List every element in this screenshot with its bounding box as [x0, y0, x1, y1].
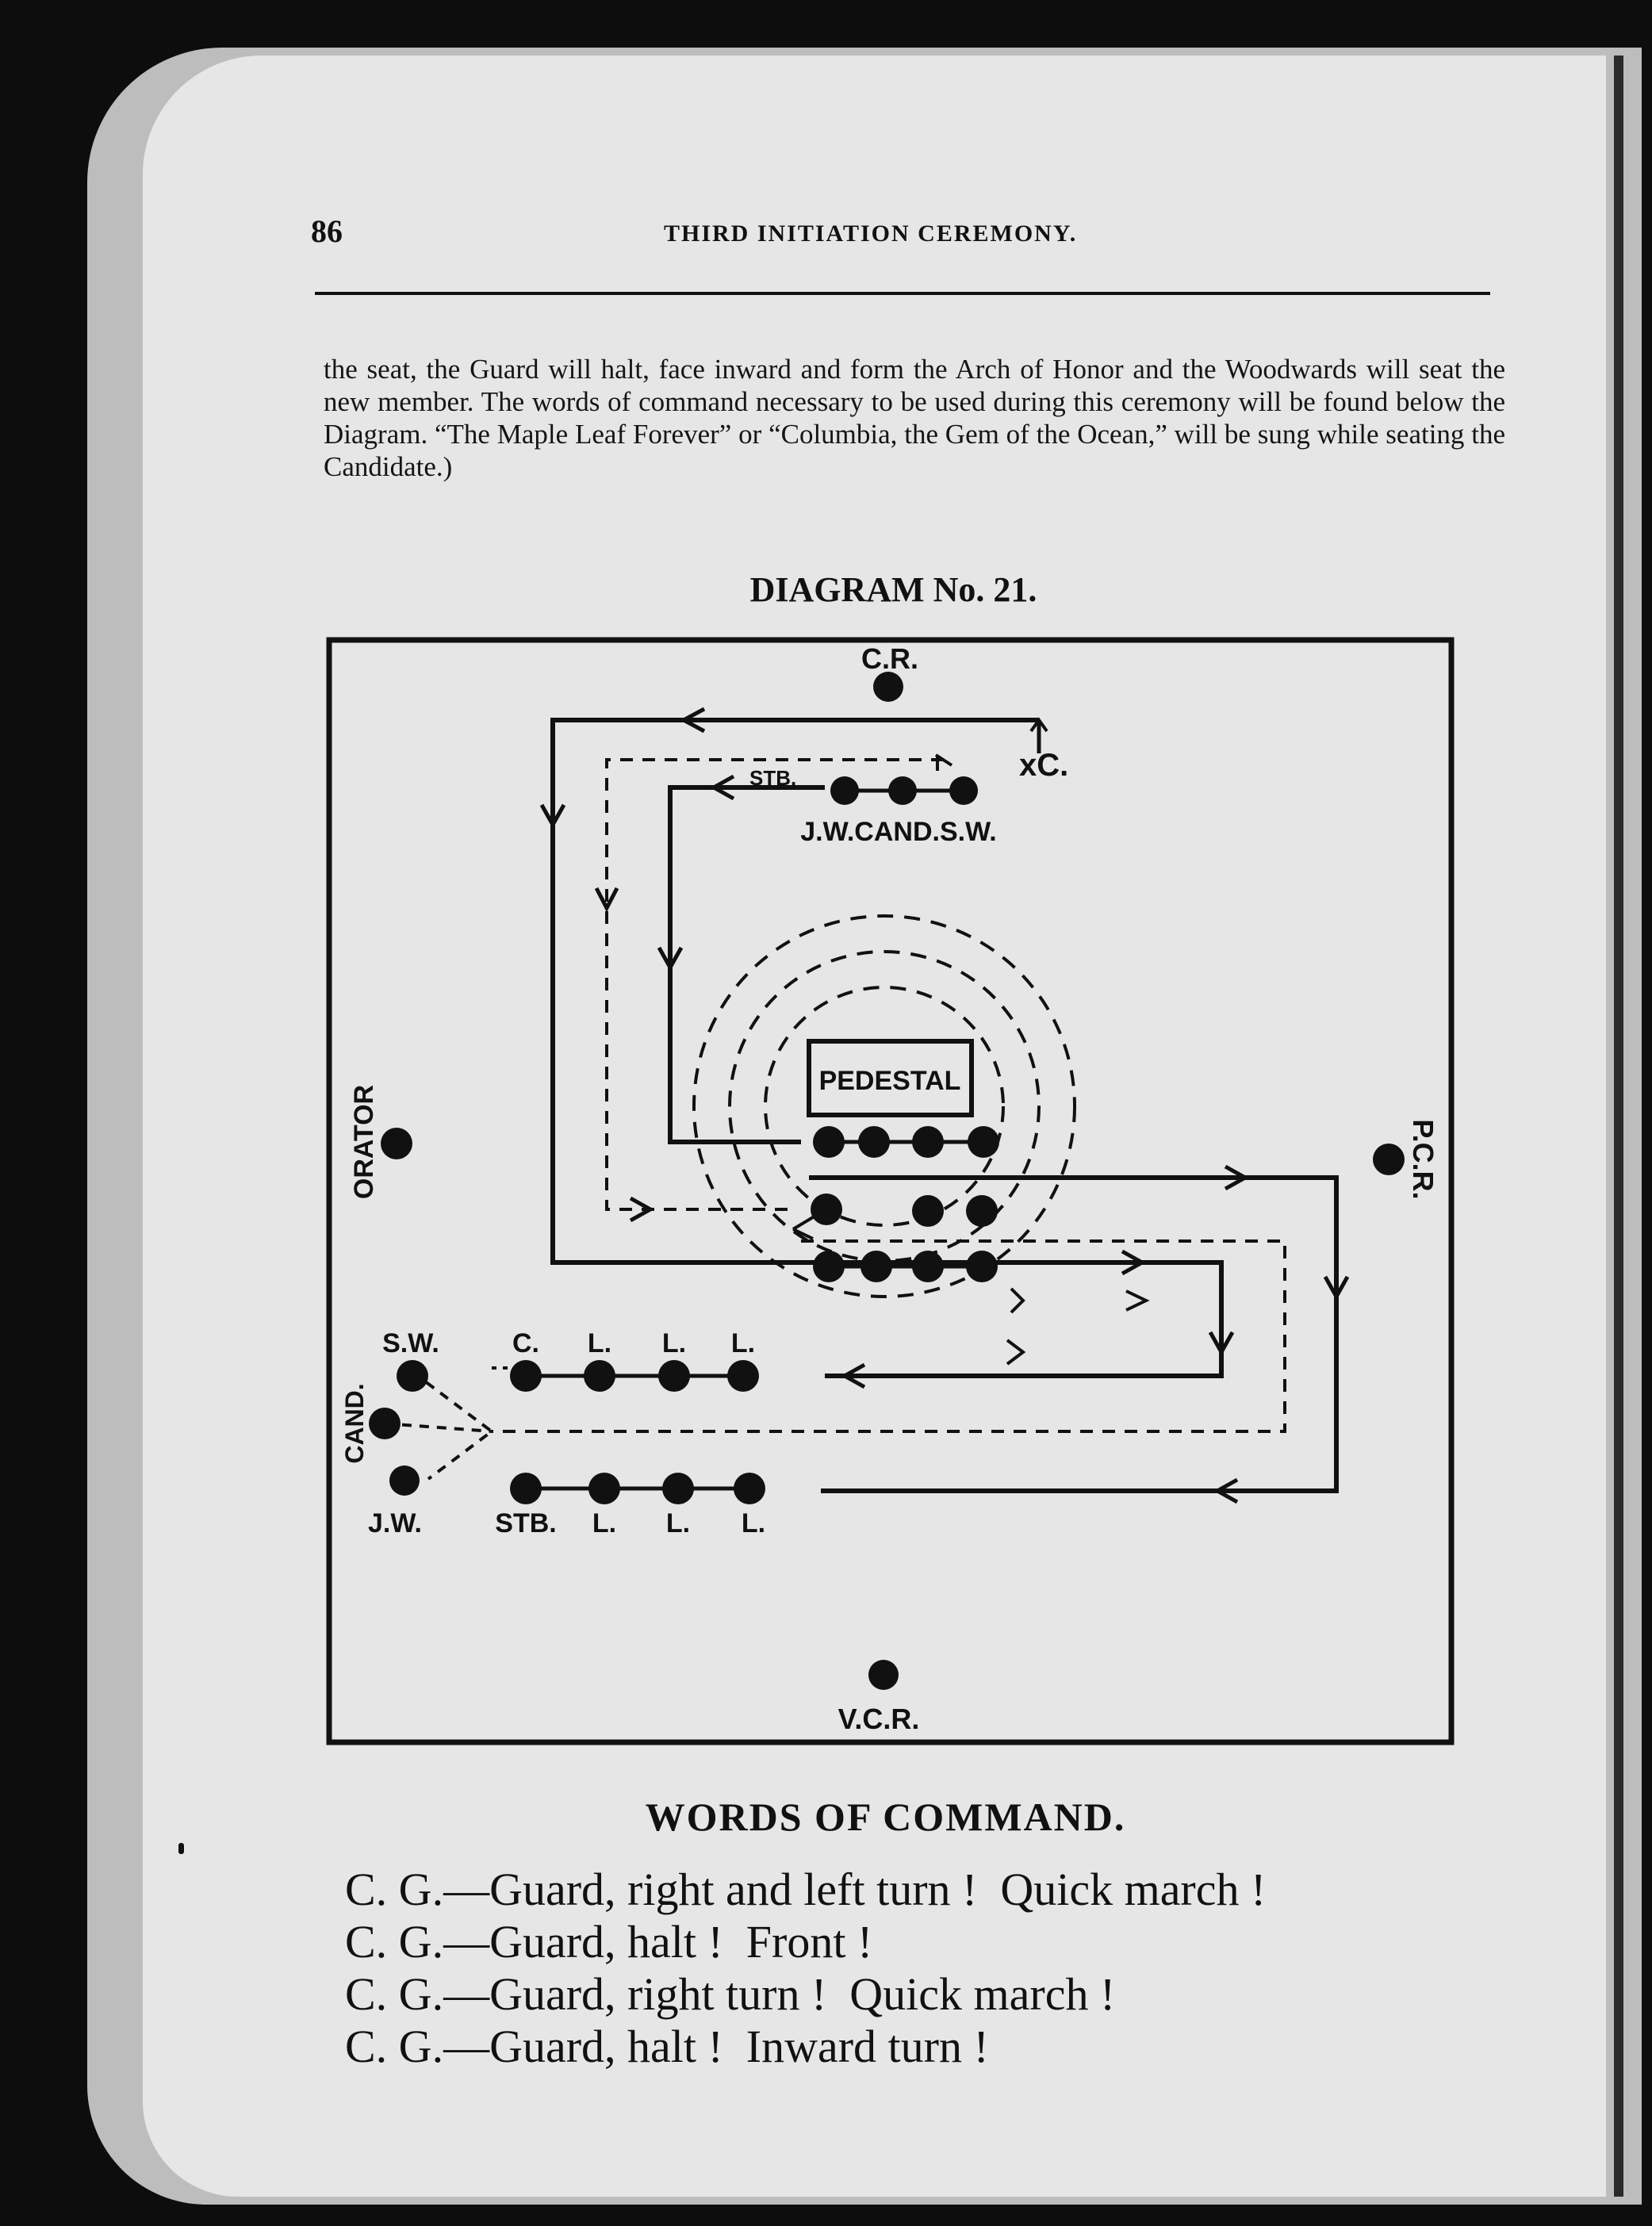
stb-bottom-label: STB. — [495, 1508, 557, 1538]
guard-dot — [813, 1251, 845, 1282]
l-label: L. — [592, 1508, 617, 1538]
vcr-dot — [868, 1660, 899, 1690]
pcr-label: P.C.R. — [1407, 1119, 1439, 1200]
command-list — [345, 1864, 1266, 2073]
stb-dot — [510, 1473, 542, 1504]
stray-mark — [178, 1843, 184, 1854]
guard-dot — [968, 1126, 999, 1158]
body-paragraph: the seat, the Guard will halt, face inward and form the Arch of Honor and the Woodwards will seat the new member. The words of command necessary to be used during this ceremony will be found below the Diagram. “The Maple Leaf Forever” or “Columbia, the Gem of the Ocean,” will be sung while seating the Candidate.) — [324, 354, 1505, 482]
jw-dot — [389, 1465, 420, 1496]
l-dot — [658, 1360, 690, 1392]
guard-dot — [912, 1251, 944, 1282]
l-dot — [584, 1360, 615, 1392]
solid-path-far-right — [809, 1178, 1336, 1491]
guard-dot — [912, 1195, 944, 1227]
vcr-label: V.C.R. — [837, 1703, 920, 1735]
arrow-mark — [1007, 1340, 1023, 1364]
guard-dot — [813, 1126, 845, 1158]
arrow-mark — [1011, 1289, 1023, 1312]
jw-top-dot — [830, 776, 859, 805]
l-label: L. — [741, 1508, 766, 1538]
pedestal-label: PEDESTAL — [818, 1066, 961, 1096]
guard-dot — [966, 1195, 998, 1227]
room-outline — [329, 640, 1451, 1742]
guard-dot — [912, 1126, 944, 1158]
jw-label: J.W. — [367, 1508, 423, 1538]
l-dot — [727, 1360, 759, 1392]
command-line: C. G.—Guard, halt ! Inward turn ! — [345, 2021, 989, 2072]
cr-dot — [873, 672, 903, 702]
command-line: C. G.—Guard, right turn ! Quick march ! — [345, 1968, 1116, 2020]
cand-top-dot — [888, 776, 917, 805]
jw-cand-sw-label: J.W.CAND.S.W. — [800, 817, 997, 847]
page-number: 86 — [311, 213, 343, 249]
l-dot — [734, 1473, 765, 1504]
l-dot — [588, 1473, 620, 1504]
c-label: C. — [512, 1328, 539, 1358]
arrow-mark — [793, 1217, 813, 1239]
dashed-cand-line — [385, 1423, 492, 1431]
sw-label: S.W. — [382, 1328, 439, 1358]
running-title: THIRD INITIATION CEREMONY. — [664, 220, 1078, 247]
guard-dot — [811, 1193, 842, 1225]
solid-path-right — [801, 1262, 1221, 1376]
diagram-title: DIAGRAM No. 21. — [749, 570, 1037, 609]
sw-dot — [397, 1360, 428, 1392]
l-dot — [662, 1473, 694, 1504]
stb-top-label: STB. — [749, 766, 797, 790]
arrow-mark — [631, 1198, 650, 1220]
sw-top-dot — [949, 776, 978, 805]
orator-dot — [381, 1128, 412, 1159]
l-label: L. — [587, 1328, 612, 1358]
pcr-dot — [1373, 1144, 1405, 1175]
l-label: L. — [661, 1328, 687, 1358]
l-label: L. — [665, 1508, 691, 1538]
arrow-mark — [1126, 1291, 1146, 1310]
cand-dot — [369, 1408, 401, 1439]
l-label: L. — [730, 1328, 756, 1358]
guard-dot — [966, 1251, 998, 1282]
c-dot — [510, 1360, 542, 1392]
command-line: C. G.—Guard, halt ! Front ! — [345, 1916, 873, 1967]
arrow-mark — [936, 755, 952, 771]
cr-label: C.R. — [861, 642, 918, 675]
guard-dot — [858, 1126, 890, 1158]
orator-label: ORATOR — [349, 1084, 379, 1200]
words-of-command-heading: WORDS OF COMMAND. — [645, 1795, 1126, 1839]
xc-label: xC. — [1019, 748, 1069, 783]
cand-label: CAND. — [340, 1383, 369, 1464]
command-line: C. G.—Guard, right and left turn ! Quick march ! — [345, 1864, 1267, 1915]
guard-dot — [860, 1251, 892, 1282]
